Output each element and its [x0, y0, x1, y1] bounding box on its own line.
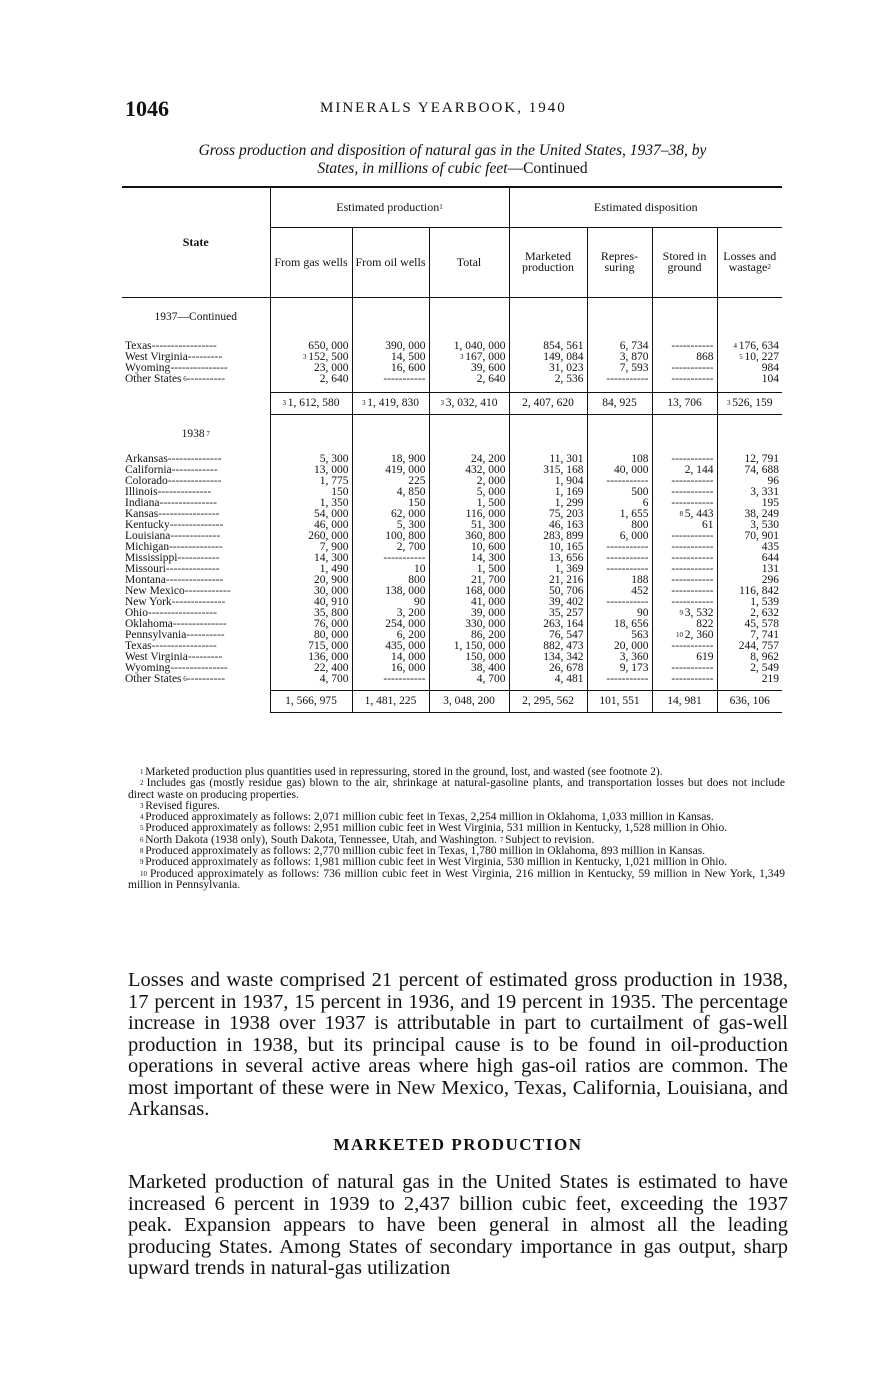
cell-gas: 80, 000 — [270, 630, 352, 641]
footnote: $^8$ Produced approximately as follows: 2,770 million cubic feet in Texas, 1,780 million in Oklahoma, 893 million in Kansas. — [140, 845, 706, 858]
cell-marketed: 134, 342 — [509, 652, 587, 663]
footnote: $^3$ Revised figures. — [140, 799, 220, 812]
cell-stored: 822 — [652, 619, 717, 630]
paragraph-losses: Losses and waste comprised 21 percent of estimated gross production in 1938, 17 percent in 1937, 15 percent in 1936, and 19 percent in 1935. The percentage increase in 1938 over 1937 is attributable in part to curtailment of gas-well production in 1938, but its principal cause is to be found in oil-production operations in several active areas where high gas-oil ratios are common. The most important of these were in New Mexico, Texas, California, Louisiana, and Arkansas. — [128, 969, 788, 1120]
cell-stored: ----------- — [652, 498, 717, 509]
cell-losses: 2, 549 — [717, 663, 782, 674]
cell-oil: 254, 000 — [352, 619, 429, 630]
cell-repress: 6 — [587, 498, 652, 509]
cell-gas: 22, 400 — [270, 663, 352, 674]
cell-total: 330, 000 — [429, 619, 509, 630]
cell-repress: ----------- — [587, 542, 652, 553]
cell-repress: ----------- — [587, 374, 652, 385]
cell-losses: 219 — [717, 674, 782, 685]
cell-losses: 1, 539 — [717, 597, 782, 608]
cell-total: 2, 640 — [429, 374, 509, 385]
cell-losses: 984 — [717, 363, 782, 374]
col-header-from-gas: From gas wells — [270, 228, 352, 297]
cell-total: 5, 000 — [429, 487, 509, 498]
total-gas: $^3$ 1, 612, 580 — [270, 393, 352, 415]
cell-stored: ----------- — [652, 374, 717, 385]
cell-marketed: 50, 706 — [509, 586, 587, 597]
state-name: Ohio------------------ — [125, 607, 217, 619]
cell-gas: 2, 640 — [270, 374, 352, 385]
cell-repress: 563 — [587, 630, 652, 641]
cell-gas: 136, 000 — [270, 652, 352, 663]
cell-oil: 10 — [352, 564, 429, 575]
col-header-total: Total — [429, 228, 509, 297]
cell-losses: 70, 901 — [717, 531, 782, 542]
state-name: Montana--------------- — [125, 574, 224, 586]
cell-stored: ----------- — [652, 363, 717, 374]
cell-losses: 38, 249 — [717, 509, 782, 520]
cell-gas: 13, 000 — [270, 465, 352, 476]
cell-losses: 96 — [717, 476, 782, 487]
state-name: Colorado-------------- — [125, 475, 222, 487]
cell-stored: 619 — [652, 652, 717, 663]
state-name: Oklahoma-------------- — [125, 618, 227, 630]
cell-repress: 9, 173 — [587, 663, 652, 674]
cell-gas: 1, 350 — [270, 498, 352, 509]
state-name: West Virginia--------- — [125, 351, 223, 363]
cell-gas: 20, 900 — [270, 575, 352, 586]
cell-repress: ----------- — [587, 476, 652, 487]
cell-oil: ----------- — [352, 553, 429, 564]
caption-line-2 — [120, 160, 785, 178]
cell-losses: 2, 632 — [717, 608, 782, 619]
state-name: New Mexico------------ — [125, 585, 231, 597]
cell-repress: 452 — [587, 586, 652, 597]
cell-total: 41, 000 — [429, 597, 509, 608]
cell-stored: ----------- — [652, 476, 717, 487]
cell-stored: ----------- — [652, 663, 717, 674]
section-label-1938: 1938 $^7$ — [181, 427, 210, 440]
cell-losses: 3, 530 — [717, 520, 782, 531]
cell-stored: ----------- — [652, 454, 717, 465]
cell-gas: 54, 000 — [270, 509, 352, 520]
cell-gas: 35, 800 — [270, 608, 352, 619]
cell-total: 21, 700 — [429, 575, 509, 586]
cell-repress: ----------- — [587, 597, 652, 608]
cell-total: 51, 300 — [429, 520, 509, 531]
cell-total: 2, 000 — [429, 476, 509, 487]
table-row — [122, 641, 782, 652]
cell-repress: 90 — [587, 608, 652, 619]
caption-line-2-italic: States, in millions of cubic feet — [317, 160, 508, 177]
cell-repress: 500 — [587, 487, 652, 498]
state-name: Wyoming--------------- — [125, 362, 228, 374]
cell-oil: 800 — [352, 575, 429, 586]
cell-losses: 45, 578 — [717, 619, 782, 630]
section-row-1937 — [122, 297, 782, 341]
cell-total: 38, 400 — [429, 663, 509, 674]
cell-marketed: 1, 369 — [509, 564, 587, 575]
cell-marketed: 1, 904 — [509, 476, 587, 487]
state-name: Michigan-------------- — [125, 541, 223, 553]
cell-oil: ----------- — [352, 374, 429, 385]
total-losses: $^3$ 526, 159 — [717, 393, 782, 415]
cell-gas: 46, 000 — [270, 520, 352, 531]
table-row — [122, 674, 782, 685]
total-marketed: 2, 295, 562 — [509, 691, 587, 713]
cell-total: 150, 000 — [429, 652, 509, 663]
cell-marketed: 76, 547 — [509, 630, 587, 641]
table-row — [122, 341, 782, 352]
state-name: Kansas---------------- — [125, 508, 220, 520]
cell-oil: 225 — [352, 476, 429, 487]
cell-repress: 18, 656 — [587, 619, 652, 630]
state-name: Illinois-------------- — [125, 486, 212, 498]
col-header-repressuring: Repres-suring — [587, 228, 652, 297]
page-header — [125, 96, 785, 120]
cell-stored: ----------- — [652, 553, 717, 564]
cell-marketed: 854, 561 — [509, 341, 587, 352]
cell-repress: 6, 734 — [587, 341, 652, 352]
cell-stored: ----------- — [652, 341, 717, 352]
footnote: $^5$ Produced approximately as follows: 2,951 million cubic feet in West Virginia, 531 million in Kentucky, 1,528 million in Ohio. — [140, 822, 728, 835]
state-name: Pennsylvania---------- — [125, 629, 225, 641]
cell-marketed: 4, 481 — [509, 674, 587, 685]
total-repress: 101, 551 — [587, 691, 652, 713]
cell-losses: 8, 962 — [717, 652, 782, 663]
cell-oil: 3, 200 — [352, 608, 429, 619]
cell-marketed: 149, 084 — [509, 352, 587, 363]
cell-gas: 1, 775 — [270, 476, 352, 487]
cell-gas: 76, 000 — [270, 619, 352, 630]
cell-total: 1, 150, 000 — [429, 641, 509, 652]
cell-oil: 435, 000 — [352, 641, 429, 652]
cell-marketed: 10, 165 — [509, 542, 587, 553]
cell-marketed: 283, 899 — [509, 531, 587, 542]
cell-losses: 116, 842 — [717, 586, 782, 597]
cell-losses: 296 — [717, 575, 782, 586]
state-name: West Virginia--------- — [125, 651, 223, 663]
cell-gas: 1, 490 — [270, 564, 352, 575]
cell-losses: 12, 791 — [717, 454, 782, 465]
cell-oil: 16, 000 — [352, 663, 429, 674]
cell-gas: 4, 700 — [270, 674, 352, 685]
cell-total: 116, 000 — [429, 509, 509, 520]
cell-marketed: 21, 216 — [509, 575, 587, 586]
state-name: Missouri-------------- — [125, 563, 220, 575]
cell-total: 24, 200 — [429, 454, 509, 465]
cell-marketed: 2, 536 — [509, 374, 587, 385]
cell-gas: 150 — [270, 487, 352, 498]
cell-marketed: 263, 164 — [509, 619, 587, 630]
state-name: Mississippi----------- — [125, 552, 220, 564]
cell-oil: 390, 000 — [352, 341, 429, 352]
section-heading: MARKETED PRODUCTION — [333, 1135, 583, 1154]
footnote: $^9$ Produced approximately as follows: 1,981 million cubic feet in West Virginia, 530 million in Kentucky, 1,021 million in Ohio. — [140, 856, 728, 869]
cell-gas: 715, 000 — [270, 641, 352, 652]
cell-total: $^3$ 167, 000 — [429, 352, 509, 363]
cell-gas: 40, 910 — [270, 597, 352, 608]
cell-repress: 108 — [587, 454, 652, 465]
cell-repress: 20, 000 — [587, 641, 652, 652]
state-name: Arkansas-------------- — [125, 453, 222, 465]
cell-oil: 5, 300 — [352, 520, 429, 531]
cell-repress: 40, 000 — [587, 465, 652, 476]
cell-oil: 18, 900 — [352, 454, 429, 465]
cell-total: 10, 600 — [429, 542, 509, 553]
cell-total: 86, 200 — [429, 630, 509, 641]
cell-oil: 14, 000 — [352, 652, 429, 663]
total-oil: $^3$ 1, 419, 830 — [352, 393, 429, 415]
state-name: California------------ — [125, 464, 218, 476]
cell-marketed: 315, 168 — [509, 465, 587, 476]
cell-repress: ----------- — [587, 553, 652, 564]
state-name: Indiana--------------- — [125, 497, 217, 509]
caption-line-1: Gross production and disposition of natural gas in the United States, 1937–38, by — [198, 142, 707, 159]
cell-losses: $^4$ 176, 634 — [717, 341, 782, 352]
cell-losses: 195 — [717, 498, 782, 509]
cell-total: 39, 600 — [429, 363, 509, 374]
state-name: Other States $^6$---------- — [125, 673, 226, 685]
cell-repress: 3, 360 — [587, 652, 652, 663]
cell-repress: ----------- — [587, 564, 652, 575]
cell-marketed: 35, 257 — [509, 608, 587, 619]
cell-total: 1, 040, 000 — [429, 341, 509, 352]
cell-stored: 2, 144 — [652, 465, 717, 476]
cell-losses: 244, 757 — [717, 641, 782, 652]
cell-oil: 62, 000 — [352, 509, 429, 520]
cell-oil: 419, 000 — [352, 465, 429, 476]
cell-oil: 16, 600 — [352, 363, 429, 374]
cell-total: 14, 300 — [429, 553, 509, 564]
total-losses: 636, 106 — [717, 691, 782, 713]
cell-oil: 138, 000 — [352, 586, 429, 597]
cell-marketed: 31, 023 — [509, 363, 587, 374]
cell-gas: 30, 000 — [270, 586, 352, 597]
state-name: Kentucky-------------- — [125, 519, 224, 531]
cell-marketed: 882, 473 — [509, 641, 587, 652]
cell-stored: ----------- — [652, 564, 717, 575]
cell-oil: 90 — [352, 597, 429, 608]
cell-repress: 7, 593 — [587, 363, 652, 374]
cell-gas: 260, 000 — [270, 531, 352, 542]
total-stored: 13, 706 — [652, 393, 717, 415]
cell-total: 4, 700 — [429, 674, 509, 685]
section-label-1937: 1937—Continued — [154, 310, 237, 323]
cell-oil: 150 — [352, 498, 429, 509]
cell-gas: 650, 000 — [270, 341, 352, 352]
cell-oil: 2, 700 — [352, 542, 429, 553]
table-row — [122, 498, 782, 509]
col-header-state: State — [122, 187, 270, 297]
cell-oil: 100, 800 — [352, 531, 429, 542]
col-group-production: Estimated production$^1$ — [270, 187, 509, 228]
table-row — [122, 597, 782, 608]
cell-marketed: 13, 656 — [509, 553, 587, 564]
cell-stored: ----------- — [652, 674, 717, 685]
cell-stored: 61 — [652, 520, 717, 531]
cell-marketed: 1, 299 — [509, 498, 587, 509]
cell-marketed: 11, 301 — [509, 454, 587, 465]
total-stored: 14, 981 — [652, 691, 717, 713]
table-row — [122, 454, 782, 465]
table-row — [122, 608, 782, 619]
footnote: $^2$ Includes gas (mostly residue gas) blown to the air, shrinkage at natural-gasoline plants, and transportation losses but does not include direct waste on producing properties. — [128, 777, 786, 801]
col-group-disposition: Estimated disposition — [509, 187, 782, 228]
table-caption — [120, 142, 785, 178]
cell-oil: ----------- — [352, 674, 429, 685]
cell-stored: ----------- — [652, 542, 717, 553]
cell-stored: ----------- — [652, 531, 717, 542]
cell-stored: $^{10}$ 2, 360 — [652, 630, 717, 641]
state-name: Texas----------------- — [125, 340, 217, 352]
cell-losses: 74, 688 — [717, 465, 782, 476]
cell-gas: 23, 000 — [270, 363, 352, 374]
total-marketed: 2, 407, 620 — [509, 393, 587, 415]
cell-oil: 6, 200 — [352, 630, 429, 641]
cell-losses: 7, 741 — [717, 630, 782, 641]
state-name: New York-------------- — [125, 596, 226, 608]
cell-repress: 1, 655 — [587, 509, 652, 520]
cell-stored: ----------- — [652, 641, 717, 652]
cell-gas: 5, 300 — [270, 454, 352, 465]
cell-repress: 3, 870 — [587, 352, 652, 363]
total-total: 3, 048, 200 — [429, 691, 509, 713]
footnote: $^{10}$ Produced approximately as follows: 736 million cubic feet in West Virginia, 216 million in Kentucky, 59 million in New York, 1,349 million in Pennsylvania. — [128, 867, 786, 891]
total-repress: 84, 925 — [587, 393, 652, 415]
page-number: 1046 — [125, 96, 169, 121]
table-row — [122, 619, 782, 630]
section-row-1938 — [122, 415, 782, 454]
footnote: $^6$ North Dakota (1938 only), South Dakota, Tennessee, Utah, and Washington. $^7$ Subject to revision. — [140, 833, 595, 846]
col-header-losses: Losses and wastage$^2$ — [717, 228, 782, 297]
cell-oil: 14, 500 — [352, 352, 429, 363]
cell-losses: 435 — [717, 542, 782, 553]
total-total: $^3$ 3, 032, 410 — [429, 393, 509, 415]
cell-losses: $^5$ 10, 227 — [717, 352, 782, 363]
footnotes — [128, 767, 785, 891]
footnote: $^4$ Produced approximately as follows: 2,071 million cubic feet in Texas, 2,254 million in Oklahoma, 1,033 million in Kansas. — [140, 811, 714, 824]
cell-repress: 6, 000 — [587, 531, 652, 542]
col-header-marketed: Marketed production — [509, 228, 587, 297]
state-name: Other States $^6$---------- — [125, 373, 226, 385]
cell-total: 360, 800 — [429, 531, 509, 542]
col-header-from-oil: From oil wells — [352, 228, 429, 297]
cell-losses: 131 — [717, 564, 782, 575]
cell-stored: ----------- — [652, 575, 717, 586]
cell-stored: ----------- — [652, 597, 717, 608]
gas-production-table — [122, 186, 782, 713]
state-name: Louisiana------------- — [125, 530, 221, 542]
total-gas: 1, 566, 975 — [270, 691, 352, 713]
table-row — [122, 509, 782, 520]
cell-losses: 644 — [717, 553, 782, 564]
cell-marketed: 75, 203 — [509, 509, 587, 520]
cell-losses: 3, 331 — [717, 487, 782, 498]
total-oil: 1, 481, 225 — [352, 691, 429, 713]
cell-total: 168, 000 — [429, 586, 509, 597]
caption-line-2-upright: —Continued — [507, 160, 588, 177]
cell-repress: 800 — [587, 520, 652, 531]
cell-marketed: 46, 163 — [509, 520, 587, 531]
cell-total: 39, 000 — [429, 608, 509, 619]
cell-stored: $^8$ 5, 443 — [652, 509, 717, 520]
cell-stored: ----------- — [652, 586, 717, 597]
cell-gas: 14, 300 — [270, 553, 352, 564]
footnote: $^1$ Marketed production plus quantities used in repressuring, stored in the ground, lost, and wasted (see footnote 2). — [140, 766, 663, 778]
cell-gas: 7, 900 — [270, 542, 352, 553]
cell-total: 1, 500 — [429, 498, 509, 509]
paragraph-marketed: Marketed production of natural gas in the United States is estimated to have increased 6 percent in 1939 to 2,437 billion cubic feet, exceeding the 1937 peak. Expansion appears to have been general in almost all the leading producing States. Among States of secondary importance in gas output, sharp upward trends in natural-gas utilization — [128, 1171, 788, 1279]
state-name: Wyoming--------------- — [125, 662, 228, 674]
cell-gas: $^3$ 152, 500 — [270, 352, 352, 363]
state-name: Texas----------------- — [125, 640, 217, 652]
cell-repress: 188 — [587, 575, 652, 586]
cell-marketed: 1, 169 — [509, 487, 587, 498]
cell-stored: 868 — [652, 352, 717, 363]
cell-stored: ----------- — [652, 487, 717, 498]
cell-marketed: 39, 402 — [509, 597, 587, 608]
cell-total: 1, 500 — [429, 564, 509, 575]
cell-repress: ----------- — [587, 674, 652, 685]
cell-oil: 4, 850 — [352, 487, 429, 498]
total-row-1938 — [122, 691, 782, 713]
running-title: MINERALS YEARBOOK, 1940 — [320, 100, 567, 116]
cell-stored: $^9$ 3, 532 — [652, 608, 717, 619]
cell-losses: 104 — [717, 374, 782, 385]
cell-marketed: 26, 678 — [509, 663, 587, 674]
cell-total: 432, 000 — [429, 465, 509, 476]
total-row-1937 — [122, 393, 782, 415]
col-header-stored: Stored in ground — [652, 228, 717, 297]
table-row — [122, 374, 782, 385]
